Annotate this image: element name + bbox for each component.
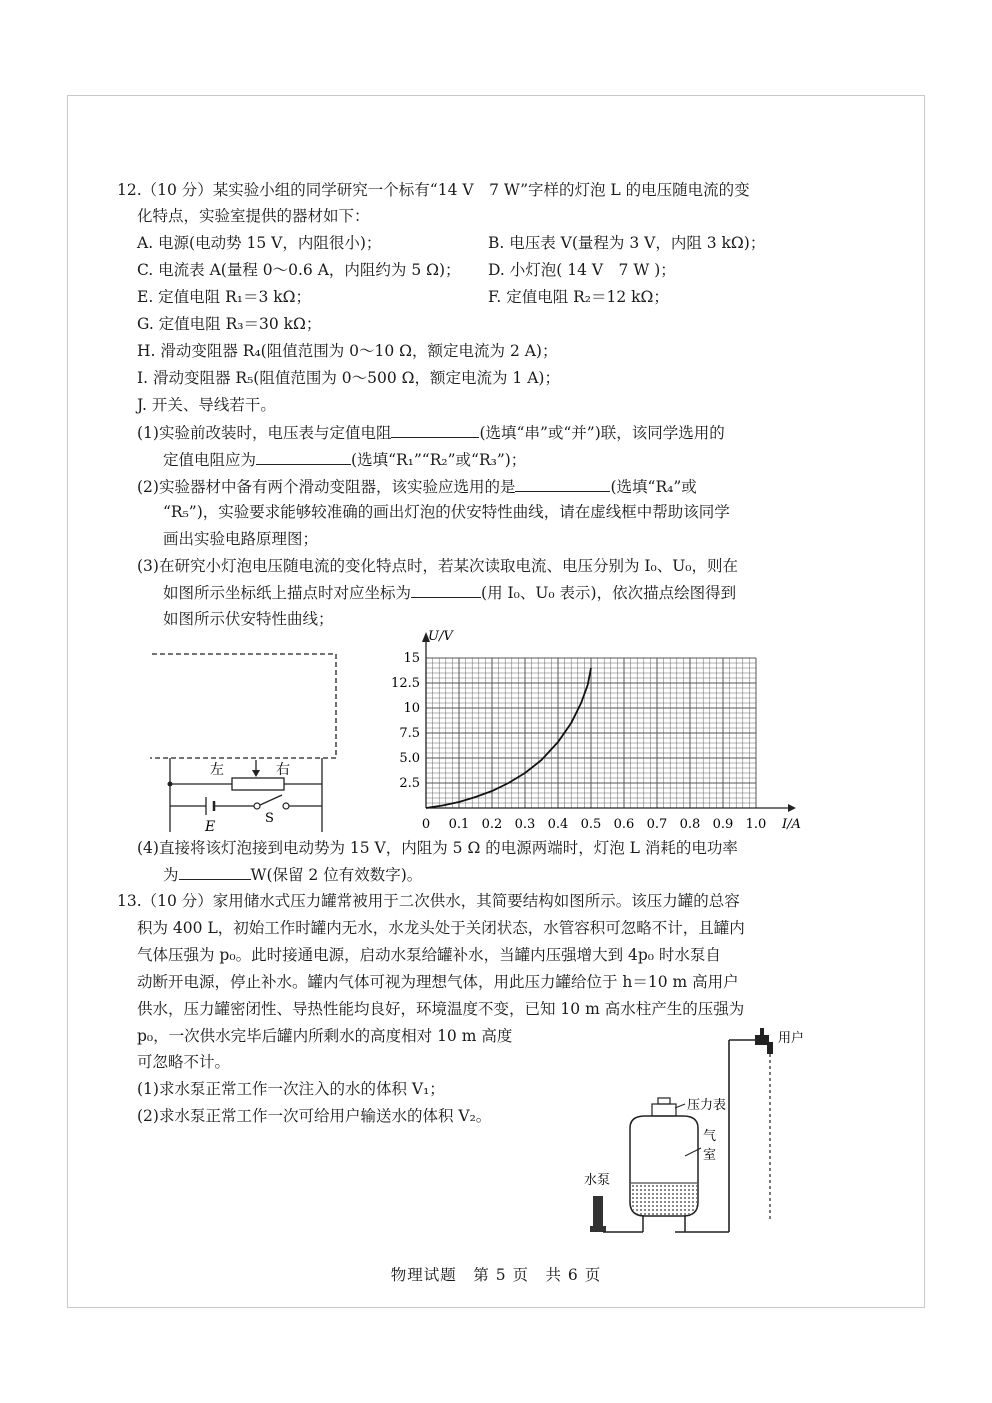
label-pump: 水泵 bbox=[584, 1173, 611, 1188]
part1-line2 bbox=[163, 449, 526, 470]
x-tick-label: 0.1 bbox=[448, 817, 470, 832]
y-axis-label: U/V bbox=[428, 629, 453, 644]
part4-line1: (4)直接将该灯泡接到电动势为 15 V，内阻为 5 Ω 的电源两端时，灯泡 L 消耗的电功率 bbox=[137, 839, 738, 857]
q13-line1: 13.（10 分）家用储水式压力罐常被用于二次供水，其简要结构如图所示。该压力罐的总容 bbox=[117, 892, 740, 910]
tank-water bbox=[631, 1183, 697, 1215]
faucet-icon[interactable] bbox=[755, 1035, 769, 1045]
part4-line2 bbox=[163, 864, 422, 885]
part3-line1: (3)在研究小灯泡电压随电流的变化特点时，若某次读取电流、电压分别为 I₀、U₀，则在 bbox=[137, 557, 738, 575]
answer-blank-3[interactable] bbox=[515, 476, 610, 492]
part1-text-c: 定值电阻应为 bbox=[163, 451, 257, 469]
option-a: A. 电源(电动势 15 V，内阻很小)； bbox=[137, 234, 382, 252]
x-axis-label: I/A bbox=[782, 817, 801, 832]
option-j: J. 开关、导线若干。 bbox=[137, 396, 276, 414]
q13-line7: 可忽略不计。 bbox=[137, 1053, 231, 1071]
option-h: H. 滑动变阻器 R₄(阻值范围为 0～10 Ω，额定电流为 2 A)； bbox=[137, 342, 558, 360]
gauge-icon bbox=[652, 1104, 676, 1116]
x-tick-label: 0.2 bbox=[481, 817, 503, 832]
q13-line5: 供水，压力罐密闭性、导热性能均良好，环境温度不变，已知 10 m 高水柱产生的压强为 bbox=[137, 1000, 745, 1018]
x-tick-label: 0.9 bbox=[712, 817, 734, 832]
part2-line2: “R₅”)，实验要求能够较准确的画出灯泡的伏安特性曲线，请在虚线框中帮助该同学 bbox=[163, 503, 730, 521]
part2-text-a: (2)实验器材中备有两个滑动变阻器，该实验应选用的是 bbox=[137, 478, 516, 496]
part2-line3: 画出实验电路原理图； bbox=[163, 530, 319, 548]
part2-line1 bbox=[137, 476, 697, 497]
y-tick-label: 7.5 bbox=[399, 726, 420, 741]
pump-icon bbox=[593, 1196, 603, 1226]
q13-sub2: (2)求水泵正常工作一次可给用户输送水的体积 V₂。 bbox=[137, 1107, 492, 1125]
slider-arrow bbox=[252, 770, 260, 777]
switch-contact bbox=[254, 803, 260, 809]
part1-text-b: (选填“串”或“并”)联，该同学选用的 bbox=[479, 424, 725, 442]
y-tick-label: 10 bbox=[403, 701, 420, 716]
x-axis-arrow bbox=[788, 804, 796, 812]
option-f: F. 定值电阻 R₂＝12 kΩ； bbox=[488, 288, 669, 306]
option-b: B. 电压表 V(量程为 3 V，内阻 3 kΩ)； bbox=[488, 234, 766, 252]
label-battery: E bbox=[205, 819, 216, 835]
answer-blank-1[interactable] bbox=[391, 422, 479, 438]
part1-text-d: (选填“R₁”“R₂”或“R₃”)； bbox=[351, 451, 527, 469]
label-user: 用户 bbox=[778, 1031, 805, 1046]
chart-grid bbox=[426, 658, 756, 808]
x-tick-label: 0.8 bbox=[679, 817, 701, 832]
iv-chart bbox=[370, 628, 810, 838]
y-tick-label: 12.5 bbox=[391, 676, 420, 691]
answer-blank-2[interactable] bbox=[256, 449, 351, 465]
part3-line3: 如图所示伏安特性曲线； bbox=[163, 610, 334, 628]
q13-line3: 气体压强为 p₀。此时接通电源，启动水泵给罐补水，当罐内压强增大到 4p₀ 时水泵自 bbox=[137, 946, 721, 964]
part2-text-b: (选填“R₄”或 bbox=[610, 478, 697, 496]
option-e: E. 定值电阻 R₁＝3 kΩ； bbox=[137, 288, 312, 306]
y-tick-label: 15 bbox=[403, 651, 420, 666]
answer-blank-5[interactable] bbox=[179, 864, 251, 880]
option-i: I. 滑动变阻器 R₅(阻值范围为 0～500 Ω，额定电流为 1 A)； bbox=[137, 369, 560, 387]
switch-blade bbox=[260, 795, 282, 805]
x-tick-label: 1.0 bbox=[745, 817, 767, 832]
x-tick-label: 0.4 bbox=[547, 817, 569, 832]
label-switch: S bbox=[265, 811, 274, 826]
x-tick-label: 0.7 bbox=[646, 817, 668, 832]
x-tick-label: 0.3 bbox=[514, 817, 536, 832]
label-left: 左 bbox=[210, 762, 224, 778]
part1-text-a: (1)实验前改装时，电压表与定值电阻 bbox=[137, 424, 392, 442]
x-tick-label: 0.5 bbox=[580, 817, 602, 832]
label-gauge: 压力表 bbox=[687, 1098, 727, 1113]
rheostat bbox=[232, 778, 284, 790]
q12-line2: 化特点，实验室提供的器材如下： bbox=[137, 207, 370, 225]
page-footer: 物理试题 第 5 页 共 6 页 bbox=[390, 1266, 602, 1284]
part3-text-b: (用 I₀、U₀ 表示)，依次描点绘图得到 bbox=[481, 584, 737, 602]
x-tick-label: 0.6 bbox=[613, 817, 635, 832]
q12-line1: 12.（10 分）某实验小组的同学研究一个标有“14 V 7 W”字样的灯泡 L 的电压随电流的变 bbox=[117, 181, 750, 199]
q13-line2: 积为 400 L，初始工作时罐内无水，水龙头处于关闭状态，水管容积可忽略不计，且罐内 bbox=[137, 919, 745, 937]
q13-sub1: (1)求水泵正常工作一次注入的水的体积 V₁； bbox=[137, 1080, 445, 1098]
y-tick-label: 2.5 bbox=[399, 776, 420, 791]
pressure-tank-diagram bbox=[575, 1020, 815, 1240]
q13-line4: 动断开电源，停止补水。罐内气体可视为理想气体，用此压力罐给位于 h＝10 m 高用户 bbox=[137, 973, 739, 991]
circuit-diagram bbox=[150, 650, 350, 835]
part1-line1 bbox=[137, 422, 725, 443]
answer-blank-4[interactable] bbox=[411, 582, 481, 598]
label-right: 右 bbox=[276, 762, 290, 778]
option-c: C. 电流表 A(量程 0～0.6 A，内阻约为 5 Ω)； bbox=[137, 261, 461, 279]
part4-text-b: W(保留 2 位有效数字)。 bbox=[250, 866, 423, 884]
part3-line2 bbox=[163, 582, 736, 603]
label-gas-2: 室 bbox=[703, 1148, 717, 1163]
dashed-box[interactable] bbox=[150, 654, 336, 758]
x-tick-label: 0 bbox=[421, 817, 431, 832]
label-gas-1: 气 bbox=[703, 1129, 717, 1144]
part4-text-a: 为 bbox=[163, 866, 179, 884]
y-tick-label: 5.0 bbox=[399, 751, 420, 766]
option-d: D. 小灯泡( 14 V 7 W )； bbox=[488, 261, 676, 279]
q13-line6: p₀，一次供水完毕后罐内所剩水的高度相对 10 m 高度 bbox=[137, 1027, 513, 1045]
option-g: G. 定值电阻 R₃＝30 kΩ； bbox=[137, 315, 322, 333]
part3-text-a: 如图所示坐标纸上描点时对应坐标为 bbox=[163, 584, 412, 602]
